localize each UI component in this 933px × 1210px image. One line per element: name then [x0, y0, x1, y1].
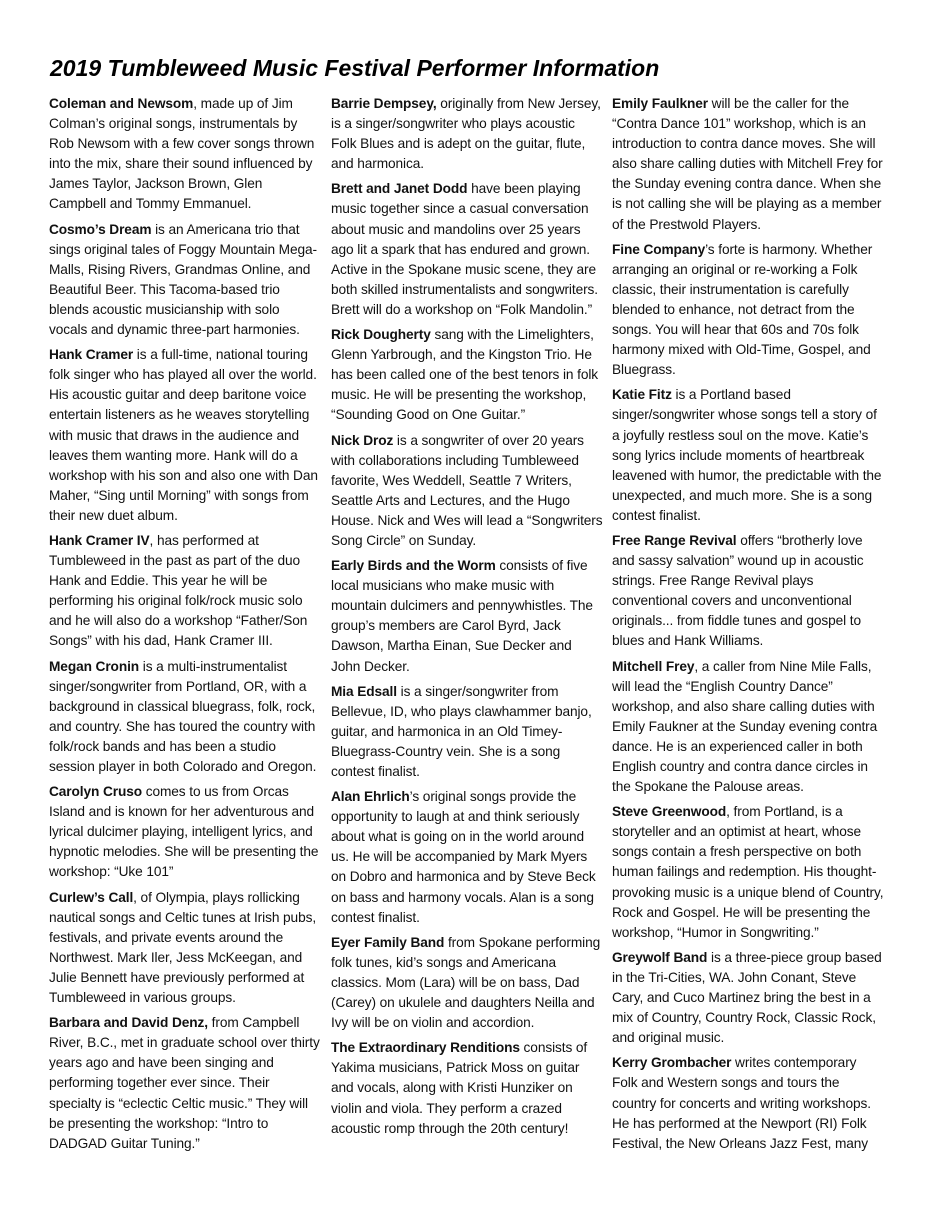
- performer-entry: [49, 782, 321, 882]
- performer-entry: [612, 94, 884, 235]
- column-1: [49, 94, 321, 1159]
- performer-name: Hank Cramer IV: [49, 532, 150, 548]
- performer-entry: [612, 531, 884, 652]
- performer-name: Carolyn Cruso: [49, 784, 143, 800]
- performer-name: Greywolf Band: [612, 949, 708, 965]
- performer-description: consists of Yakima musicians, Patrick Moss on guitar and vocals, along with Kristi Hunziker on violin and viola. They perform a crazed acoustic romp through the 20th century!: [331, 1040, 588, 1136]
- performer-description: will be the caller for the “Contra Dance 101” workshop, which is an introduction to contra dance moves. She will also share calling duties with Mitchell Frey for the Sunday evening contra dance. When she is not calling she will be playing as a member of the Prestwold Players.: [612, 96, 883, 232]
- performer-name: Eyer Family Band: [331, 934, 445, 950]
- performer-entry: [49, 345, 321, 526]
- performer-description: sang with the Limelighters, Glenn Yarbrough, and the Kingston Trio. He has been called one of the best tenors in folk music. He will be presenting the workshop, “Sounding Good on One Guitar.”: [331, 327, 599, 423]
- performer-entry: [612, 657, 884, 798]
- performer-description: , has performed at Tumbleweed in the past as part of the duo Hank and Eddie. This year he will be performing his original folk/rock music solo and he will also do a workshop “Father/Son Songs” with his dad, Hank Cramer III.: [49, 532, 308, 649]
- performer-name: Fine Company: [612, 241, 706, 257]
- performer-description: ’s original songs provide the opportunity to laugh at and think seriously about what is going on in the world around us. He will be accompanied by Mark Myers on Dobro and harmonica and by Steve Beck on bass and harmony vocals. Alan is a song contest finalist.: [331, 789, 596, 925]
- performer-entry: [331, 787, 603, 928]
- performer-entry: [331, 556, 603, 677]
- performer-entry: [49, 220, 321, 341]
- performer-name: The Extraordinary Renditions: [331, 1040, 520, 1056]
- performer-description: is an Americana trio that sings original tales of Foggy Mountain Mega-Malls, Rising Rivers, Grandmas Online, and Beautiful Beer. This Tacoma-based trio blends acoustic musicianship with solo vocals and dynamic three-part harmonies.: [49, 221, 317, 338]
- column-3: [612, 94, 884, 1159]
- performer-entry: [331, 325, 603, 425]
- performer-name: Megan Cronin: [49, 658, 140, 674]
- performer-entry: [331, 682, 603, 782]
- performer-entry: [612, 802, 884, 943]
- performer-description: is a multi-instrumentalist singer/songwriter from Portland, OR, with a background in classical bluegrass, folk, rock, and country. She has toured the country with folk/rock bands and has been a studio session player in both Colorado and Oregon.: [49, 658, 317, 774]
- performer-name: Alan Ehrlich: [331, 789, 410, 805]
- performer-entry: [331, 179, 603, 320]
- performer-name: Hank Cramer: [49, 347, 134, 363]
- page-title: 2019 Tumbleweed Music Festival Performer Information: [50, 55, 660, 81]
- performer-name: Mia Edsall: [331, 683, 397, 699]
- performer-description: offers “brotherly love and sassy salvation” wound up in acoustic strings. Free Range Revival plays conventional covers and unconventional originals... from fiddle tunes and gospel to blues and Hank Williams.: [612, 532, 864, 649]
- performer-description: have been playing music together since a casual conversation about music and mandolins over 25 years ago lit a spark that has endured and grown. Active in the Spokane music scene, they are both skilled instrumentalists and songwriters. Brett will do a workshop on “Folk Mandolin.”: [331, 181, 598, 317]
- performer-description: originally from New Jersey, is a singer/songwriter who plays acoustic Folk Blues and is adept on the guitar, flute, and harmonica.: [331, 96, 601, 172]
- performer-entry: [49, 94, 321, 215]
- performer-description: ’s forte is harmony. Whether arranging an original or re-working a Folk classic, their instrumentation is carefully blended to enhance, not detract from the songs. You will hear that 60s and 70s folk harmony mixed with Old-Time, Gospel, and Bluegrass.: [612, 241, 873, 378]
- performer-description: is a full-time, national touring folk singer who has played all over the world. His acoustic guitar and deep baritone voice entertain listeners as he weaves storytelling with music that draws in the audience and leaves them wanting more. Hank will do a workshop with his son and also one with Dan Maher, “Sing until Morning” with songs from their new duet album.: [49, 347, 318, 523]
- performer-name: Brett and Janet Dodd: [331, 181, 468, 197]
- performer-entry: [331, 431, 603, 552]
- performer-name: Barbara and David Denz,: [49, 1015, 208, 1031]
- performer-name: Early Birds and the Worm: [331, 558, 496, 574]
- performer-description: , from Portland, is a storyteller and an optimist at heart, whose songs contain a fresh perspective on both human failings and redemption. His thought-provoking music is a unique blend of Country, Rock and Gospel. He will be presenting the workshop, “Humor in Songwriting.”: [612, 804, 884, 940]
- performer-description: writes contemporary Folk and Western songs and tours the country for concerts and writing workshops. He has performed at the Newport (RI) Folk Festival, the New Orleans Jazz Fest, many: [612, 1055, 871, 1151]
- performer-entry: [49, 888, 321, 1009]
- performer-description: consists of five local musicians who make music with mountain dulcimers and pennywhistles. The group’s members are Carol Byrd, Jack Dawson, Martha Einan, Sue Decker and John Decker.: [331, 558, 593, 674]
- performer-description: from Campbell River, B.C., met in graduate school over thirty years ago and have been singing and performing together ever since. Their specialty is “eclectic Celtic music.” They will be presenting the workshop: “Intro to DADGAD Guitar Tuning.”: [49, 1015, 320, 1151]
- performer-name: Barrie Dempsey,: [331, 96, 437, 111]
- performer-name: Steve Greenwood: [612, 804, 727, 820]
- performer-entry: [612, 385, 884, 526]
- performer-entry: [612, 948, 884, 1048]
- column-2: [331, 94, 603, 1144]
- performer-name: Kerry Grombacher: [612, 1055, 732, 1071]
- performer-entry: [49, 531, 321, 652]
- performer-description: is a singer/songwriter from Bellevue, ID, who plays clawhammer banjo, guitar, and harmonica in an Old Timey-Bluegrass-Country vein. She is a song contest finalist.: [331, 683, 592, 779]
- performer-name: Cosmo’s Dream: [49, 221, 152, 237]
- performer-name: Curlew’s Call: [49, 889, 134, 905]
- performer-name: Rick Dougherty: [331, 327, 431, 343]
- performer-description: is a songwriter of over 20 years with collaborations including Tumbleweed favorite, Wes Weddell, Seattle 7 Writers, Seattle Arts and Lectures, and the Hugo House. Nick and Wes will lead a “Songwriters Song Circle” on Sunday.: [331, 432, 603, 548]
- performer-description: comes to us from Orcas Island and is known for her adventurous and lyrical dulcimer playing, intelligent lyrics, and hypnotic melodies. She will be presenting the workshop: “Uke 101”: [49, 784, 319, 880]
- performer-entry: [49, 657, 321, 778]
- performer-name: Katie Fitz: [612, 387, 672, 403]
- performer-description: , a caller from Nine Mile Falls, will lead the “English Country Dance” workshop, and also share calling duties with Emily Faukner at the Sunday evening contra dance. He is an experienced caller in both English country and contra dance circles in the Spokane the Palouse areas.: [612, 658, 878, 795]
- performer-name: Coleman and Newsom: [49, 96, 194, 111]
- performer-description: is a three-piece group based in the Tri-Cities, WA. John Conant, Steve Cary, and Cuco Martinez bring the best in a mix of Country, Country Rock, Classic Rock, and original music.: [612, 949, 882, 1046]
- performer-entry: [331, 1038, 603, 1138]
- performer-entry: [331, 933, 603, 1033]
- performer-description: from Spokane performing folk tunes, kid’s songs and Americana classics. Mom (Lara) will be on bass, Dad (Carey) on ukulele and daughters Neilla and Ivy will be on violin and accordion.: [331, 934, 601, 1031]
- performer-entry: [331, 94, 603, 174]
- performer-name: Emily Faulkner: [612, 96, 708, 111]
- performer-description: is a Portland based singer/songwriter whose songs tell a story of a joyfully restless soul on the move. Katie’s song lyrics include moments of heartbreak leavened with humor, the predictable with the unexpected, and much more. She is a song contest finalist.: [612, 387, 882, 523]
- performer-entry: [612, 240, 884, 381]
- performer-name: Nick Droz: [331, 432, 394, 448]
- performer-entry: [612, 1053, 884, 1153]
- performer-name: Mitchell Frey: [612, 658, 695, 674]
- performer-entry: [49, 1013, 321, 1154]
- performer-description: , made up of Jim Colman’s original songs, instrumentals by Rob Newsom with a few cover songs thrown into the mix, share their sound influenced by James Taylor, Jackson Brown, Glen Campbell and Tommy Emmanuel.: [49, 96, 315, 212]
- performer-name: Free Range Revival: [612, 532, 737, 548]
- performer-description: , of Olympia, plays rollicking nautical songs and Celtic tunes at Irish pubs, festivals, and private events around the Northwest. Mark Iler, Jess McKeegan, and Julie Bennett have previously performed at Tumbleweed in various groups.: [49, 889, 317, 1006]
